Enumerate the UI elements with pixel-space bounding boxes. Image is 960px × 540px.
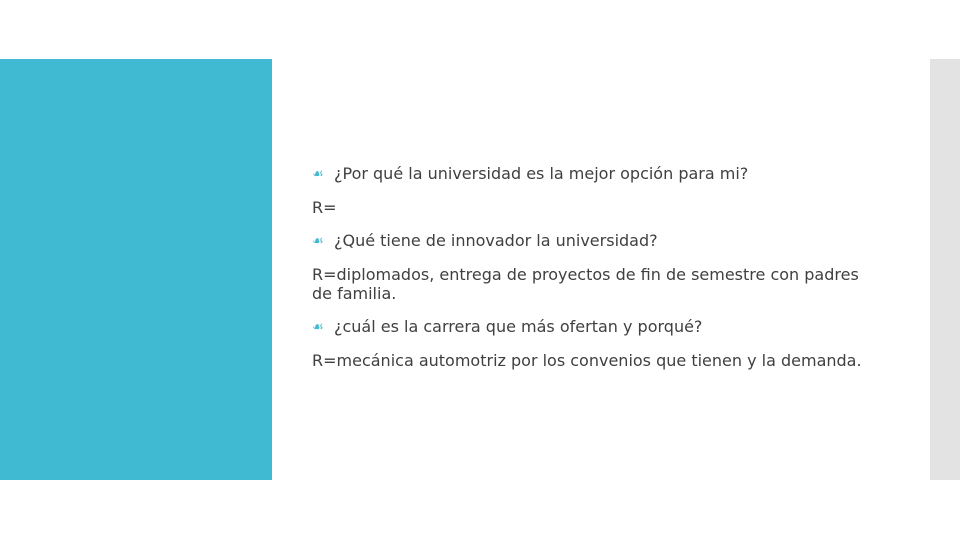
scroll-icon: ☙ [312, 234, 324, 249]
slide-content [312, 164, 912, 384]
question-item [312, 317, 912, 337]
answer-text: R=mecánica automotriz por los convenios que tienen y la demanda. [312, 351, 862, 370]
question-item [312, 164, 912, 184]
scroll-icon: ☙ [312, 320, 324, 335]
answer-text: R= [312, 198, 337, 217]
answer-text: R=diplomados, entrega de proyectos de fin de semestre con padres de familia. [312, 265, 859, 303]
question-text: ¿Qué tiene de innovador la universidad? [334, 231, 658, 250]
question-text: ¿Por qué la universidad es la mejor opción para mi? [334, 164, 749, 183]
accent-panel [0, 59, 272, 480]
question-item [312, 231, 912, 251]
question-text: ¿cuál es la carrera que más ofertan y porqué? [334, 317, 703, 336]
scroll-icon: ☙ [312, 167, 324, 182]
side-strip [930, 59, 960, 480]
